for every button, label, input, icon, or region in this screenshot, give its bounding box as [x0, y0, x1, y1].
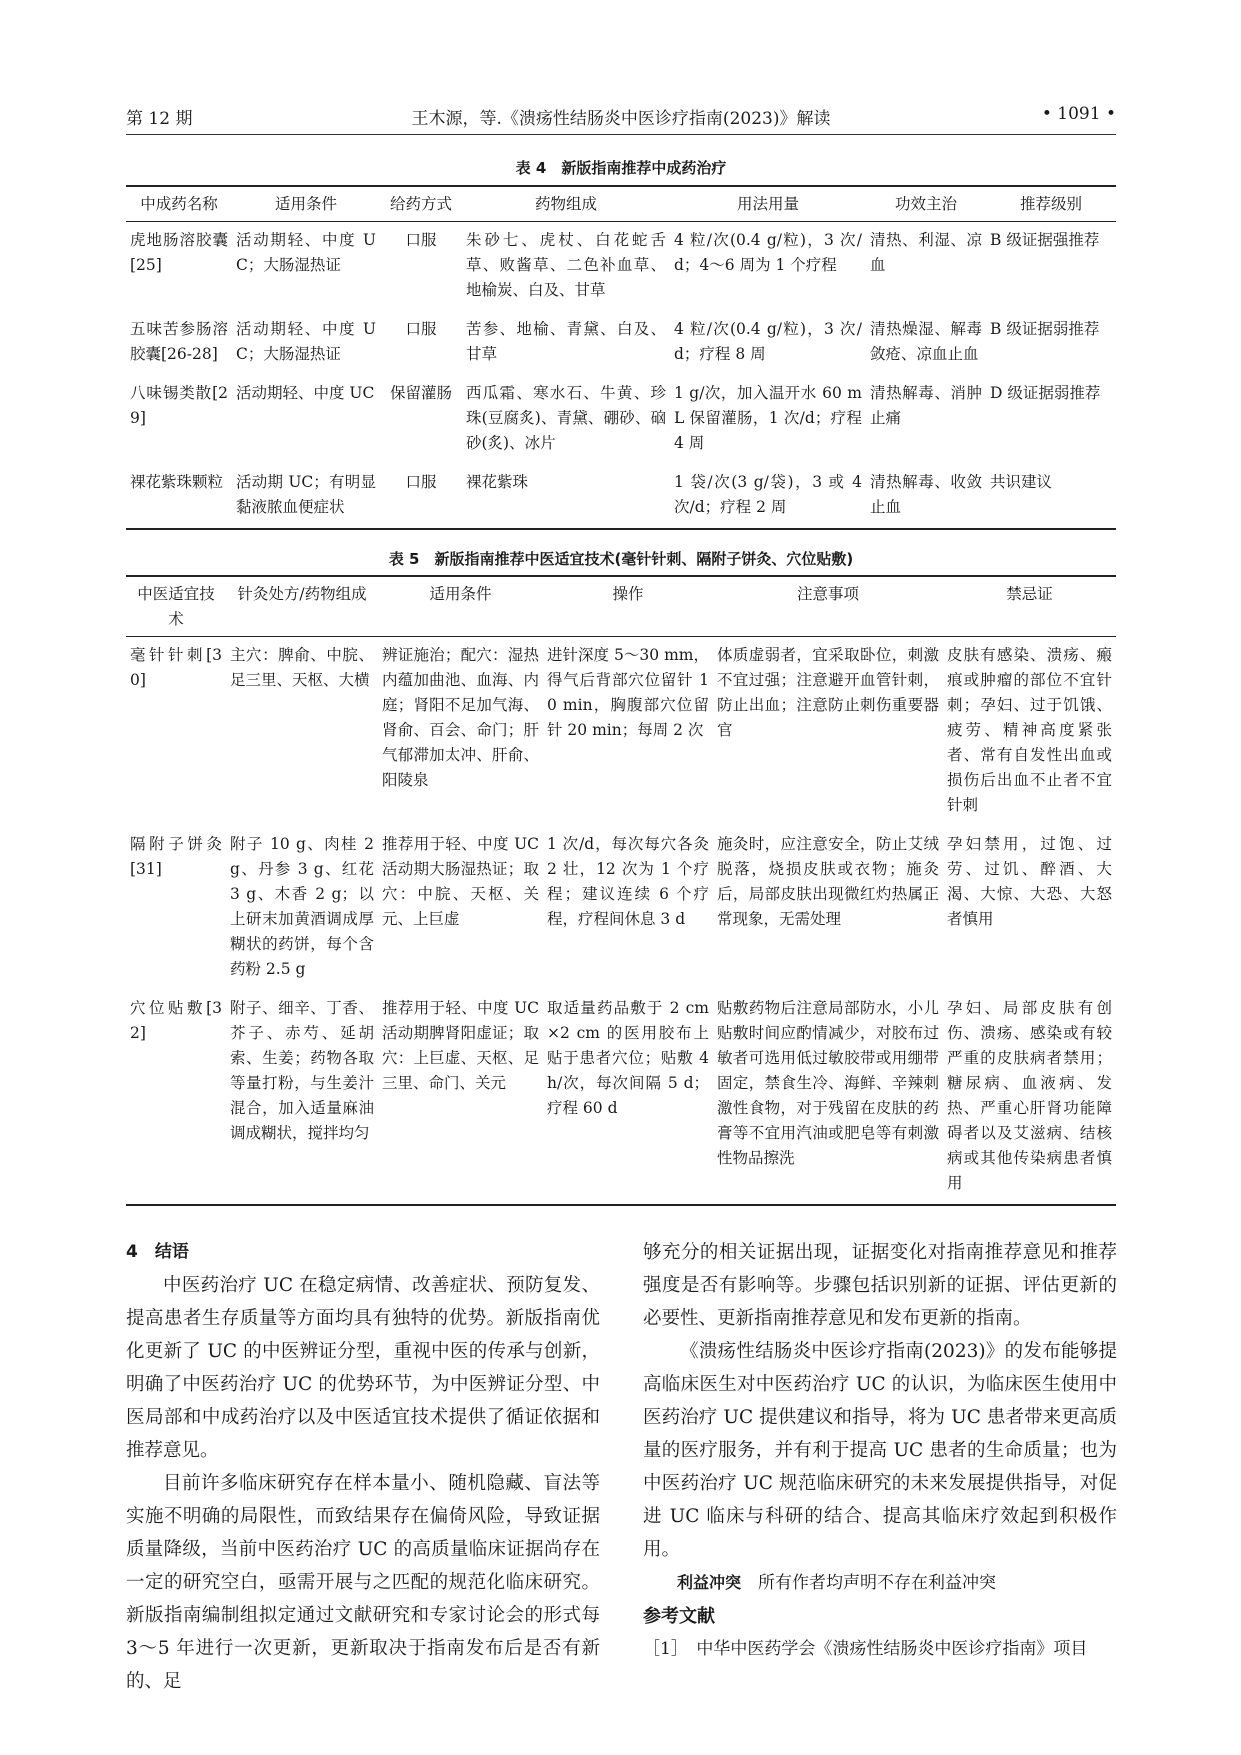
table-cell: 孕妇禁用，过饱、过劳、过饥、醉酒、大渴、大惊、大恐、大怒者慎用	[947, 835, 1112, 928]
table-cell: 五味苦参肠溶胶囊[26-28]	[130, 320, 228, 363]
table-cell: 口服	[405, 320, 437, 338]
table-cell: 隔附子饼灸[31]	[130, 835, 222, 878]
issue-number: 第 12 期	[126, 109, 193, 129]
table-cell: 共识建议	[990, 473, 1053, 491]
table-cell: 皮肤有感染、溃疡、瘢痕或肿瘤的部位不宜针刺；孕妇、过于饥饿、疲劳、精神高度紧张者、常有自发性出血或损伤后出血不止者不宜针刺	[947, 646, 1112, 814]
paragraph: 《溃疡性结肠炎中医诊疗指南(2023)》的发布能够提高临床医生对中医药治疗 UC 的认识，为临床医生使用中医药治疗 UC 提供建议和指导，将为 UC 患者带来更高质量的医疗服务，并有利于提高 UC 患者的生命质量；也为中医药治疗 UC 规范临床研究的未来发展提供指导，对促进 UC 临床与科研的结合、提高其临床疗效起到积极作用。	[643, 1341, 1117, 1560]
table5-column-header: 中医适宜技术	[137, 585, 215, 628]
section-heading: 4 结语	[126, 1242, 189, 1262]
table-cell: 西瓜霜、寒水石、牛黄、珍珠(豆腐炙)、青黛、硼砂、硇砂(炙)、冰片	[466, 384, 666, 452]
table4-column-header: 功效主治	[894, 195, 957, 213]
table-cell: 推荐用于轻、中度 UC 活动期大肠湿热证；取穴：中脘、天枢、关元、上巨虚	[382, 835, 539, 928]
right-column	[643, 1236, 1117, 1666]
table4-column-header: 用法用量	[736, 195, 799, 213]
table-cell: 口服	[405, 231, 437, 249]
table-cell: 体质虚弱者，宜采取卧位，刺激不宜过强；注意避开血管针刺，防止出血；注意防止刺伤重要器官	[717, 646, 939, 739]
table-cell: 活动期轻、中度 UC	[236, 384, 375, 402]
table-cell: 清热解毒、收敛止血	[870, 473, 982, 516]
table-row	[126, 222, 1116, 312]
table-cell: 进针深度 5～30 mm，得气后背部穴位留针 10 min，胸腹部穴位留针 20 min；每周 2 次	[547, 646, 709, 739]
table-cell: 4 粒/次(0.4 g/粒)，3 次/d；4～6 周为 1 个疗程	[674, 231, 862, 274]
table-row	[126, 826, 1116, 990]
table-cell: 活动期 UC；有明显黏液脓血便症状	[236, 473, 376, 516]
table-cell: 1 袋/次(3 g/袋)，3 或 4 次/d；疗程 2 周	[674, 473, 862, 516]
table5-column-header: 操作	[612, 585, 644, 603]
table-cell: 朱砂七、虎杖、白花蛇舌草、败酱草、二色补血草、地榆炭、白及、甘草	[466, 231, 666, 299]
table-row	[126, 990, 1116, 1205]
table-cell: 1 次/d，每次每穴各灸 2 壮，12 次为 1 个疗程；建议连续 6 个疗程，疗程间休息 3 d	[547, 835, 709, 928]
table-cell: 4 粒/次(0.4 g/粒)，3 次/d；疗程 8 周	[674, 320, 862, 363]
table5-body	[126, 637, 1116, 1206]
table-cell: 清热解毒、消肿止痛	[870, 384, 982, 427]
table-cell: 口服	[405, 473, 437, 491]
table-cell: 活动期轻、中度 UC；大肠湿热证	[236, 320, 376, 363]
conflict-statement	[643, 1566, 1117, 1600]
table4-caption: 表 4 新版指南推荐中成药治疗	[515, 159, 727, 177]
table-cell: 清热、利湿、凉血	[870, 231, 982, 274]
table-cell: 取适量药品敷于 2 cm×2 cm 的医用胶布上贴于患者穴位；贴敷 4 h/次，每次间隔 5 d；疗程 60 d	[547, 999, 709, 1117]
table4-column-header: 给药方式	[389, 195, 452, 213]
reference-item: ［1］ 中华中医药学会《溃疡性结肠炎中医诊疗指南》项目	[643, 1639, 1088, 1659]
table-cell: 八味锡类散[29]	[130, 384, 228, 427]
table-row	[126, 311, 1116, 375]
table-cell: 保留灌肠	[389, 384, 452, 402]
table5-column-header: 适用条件	[429, 585, 492, 603]
table-cell: 裸花紫珠颗粒	[130, 473, 224, 491]
table-cell: 辨证施治；配穴：湿热内蕴加曲池、血海、内庭；肾阳不足加气海、肾俞、百会、命门；肝气郁滞加太冲、肝俞、阳陵泉	[382, 646, 539, 789]
table4-column-header: 中成药名称	[140, 195, 218, 213]
table-row	[126, 637, 1116, 827]
table-cell: 附子、细辛、丁香、芥子、赤芍、延胡索、生姜；药物各取等量打粉，与生姜汁混合，加入适量麻油调成糊状，搅拌均匀	[230, 999, 374, 1142]
conflict-label: 利益冲突	[677, 1573, 742, 1592]
table-cell: B 级证据弱推荐	[990, 320, 1100, 338]
table-cell: 苦参、地榆、青黛、白及、甘草	[466, 320, 666, 363]
references-heading: 参考文献	[643, 1606, 715, 1627]
table-cell: 活动期轻、中度 UC；大肠湿热证	[236, 231, 376, 274]
table-cell: 孕妇、局部皮肤有创伤、溃疡、感染或有较严重的皮肤病者禁用；糖尿病、血液病、发热、严重心肝肾功能障碍者以及艾滋病、结核病或其他传染病患者慎用	[947, 999, 1112, 1192]
table5-column-header: 注意事项	[796, 585, 859, 603]
running-title: 王木源，等.《溃疡性结肠炎中医诊疗指南(2023)》解读	[411, 109, 831, 129]
table4-body	[126, 222, 1116, 530]
conflict-text: 所有作者均声明不存在利益冲突	[758, 1573, 997, 1593]
table-cell: 推荐用于轻、中度 UC 活动期脾肾阳虚证；取穴：上巨虚、天枢、足三里、命门、关元	[382, 999, 539, 1092]
table-cell: 清热燥湿、解毒敛疮、凉血止血	[870, 320, 982, 363]
table4-column-header: 适用条件	[274, 195, 337, 213]
table-cell: 贴敷药物后注意局部防水，小儿贴敷时间应酌情减少，对胶布过敏者可选用低过敏胶带或用绷带固定，禁食生冷、海鲜、辛辣刺激性食物，对于残留在皮肤的药膏等不宜用汽油或肥皂等有刺激性物品擦洗	[717, 999, 939, 1167]
left-column	[126, 1236, 600, 1698]
table-row	[126, 375, 1116, 464]
table-cell: 主穴：脾俞、中脘、足三里、天枢、大横	[230, 646, 374, 689]
table-cell: 施灸时，应注意安全，防止艾绒脱落，烧损皮肤或衣物；施灸后，局部皮肤出现微红灼热属正常现象，无需处理	[717, 835, 939, 928]
running-header	[126, 104, 1116, 135]
table-cell: 1 g/次，加入温开水 60 mL 保留灌肠，1 次/d；疗程 4 周	[674, 384, 862, 452]
table-cell: 附子 10 g、肉桂 2 g、丹参 3 g、红花 3 g、木香 2 g；以上研末加黄酒调成厚糊状的药饼，每个含药粉 2.5 g	[230, 835, 374, 978]
page-number: • 1091 •	[1041, 104, 1116, 124]
table-cell: D 级证据弱推荐	[990, 384, 1101, 402]
paragraph-continued: 够充分的相关证据出现，证据变化对指南推荐意见和推荐强度是否有影响等。步骤包括识别新的证据、评估更新的必要性、更新指南推荐意见和发布更新的指南。	[643, 1242, 1117, 1329]
table5-column-header: 禁忌证	[1006, 585, 1053, 603]
table5-column-header: 针灸处方/药物组成	[237, 585, 367, 603]
table5-header-row	[126, 576, 1116, 637]
paragraph: 中医药治疗 UC 在稳定病情、改善症状、预防复发、提高患者生存质量等方面均具有独特的优势。新版指南优化更新了 UC 的中医辨证分型，重视中医的传承与创新，明确了中医药治疗 UC 的优势环节，为中医辨证分型、中医局部和中成药治疗以及中医适宜技术提供了循证依据和推荐意见。	[126, 1275, 600, 1461]
table-row	[126, 464, 1116, 529]
table5-caption: 表 5 新版指南推荐中医适宜技术(毫针针刺、隔附子饼灸、穴位贴敷)	[388, 550, 854, 568]
table-cell: B 级证据强推荐	[990, 231, 1100, 249]
table-cell: 穴位贴敷[32]	[130, 999, 222, 1042]
table-cell: 裸花紫珠	[466, 473, 529, 491]
table4	[126, 185, 1116, 530]
paragraph: 目前许多临床研究存在样本量小、随机隐藏、盲法等实施不明确的局限性，而致结果存在偏倚风险，导致证据质量降级，当前中医药治疗 UC 的高质量临床证据尚存在一定的研究空白，亟需开展与之匹配的规范化临床研究。新版指南编制组拟定通过文献研究和专家讨论会的形式每 3～5 年进行一次更新，更新取决于指南发布后是否有新的、足	[126, 1473, 600, 1692]
table-cell: 虎地肠溶胶囊[25]	[130, 231, 228, 274]
table4-column-header: 药物组成	[534, 195, 597, 213]
table4-header-row	[126, 186, 1116, 222]
table-cell: 毫针针刺[30]	[130, 646, 222, 689]
table4-column-header: 推荐级别	[1019, 195, 1082, 213]
table5	[126, 575, 1116, 1206]
